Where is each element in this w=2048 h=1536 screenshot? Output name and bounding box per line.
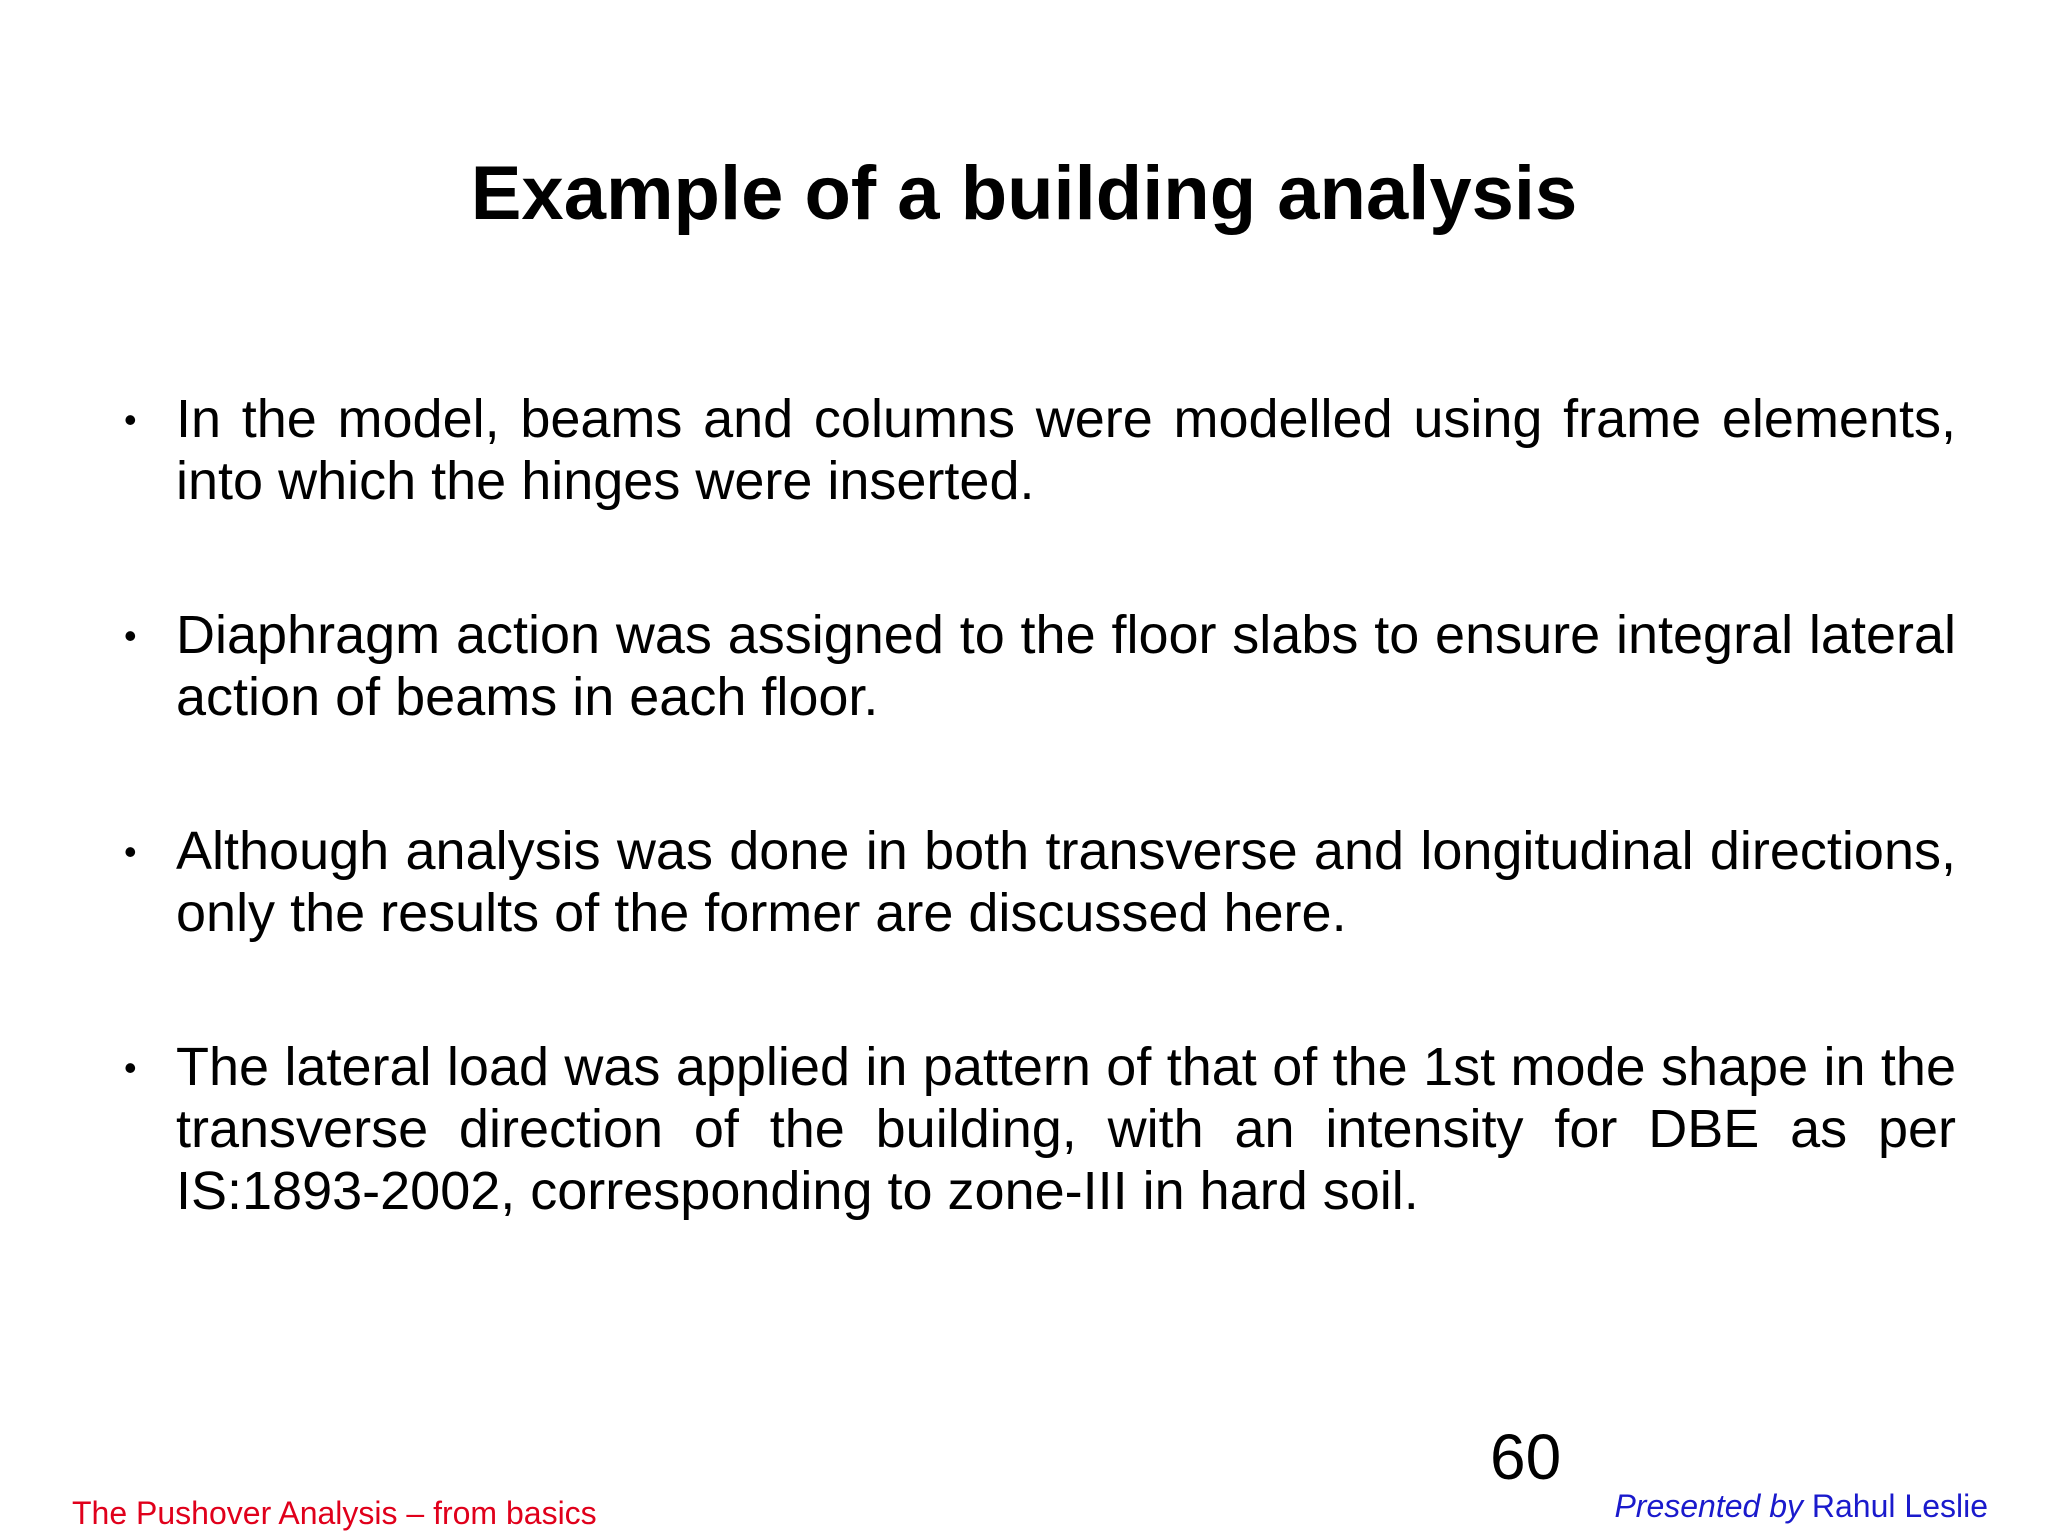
bullet-item [120, 820, 1956, 944]
presenter-name: Rahul Leslie [1811, 1488, 1988, 1524]
footer-presentation-title: The Pushover Analysis – from basics [72, 1495, 597, 1531]
bullet-icon: • [124, 399, 137, 440]
bullet-icon: • [124, 615, 137, 656]
bullet-text: The lateral load was applied in pattern of that of the 1st mode shape in the transverse direction of the building, with an intensity for DBE as per IS:1893-2002, corresponding to zone-III in hard soil. [176, 1037, 1956, 1221]
bullet-text: Although analysis was done in both transverse and longitudinal directions, only the results of the former are discussed here. [176, 821, 1956, 943]
bullet-text: In the model, beams and columns were modelled using frame elements, into which the hinges were inserted. [176, 389, 1956, 511]
slide-title: Example of a building analysis [470, 151, 1578, 236]
bullet-icon: • [124, 1047, 137, 1088]
presented-by-label: Presented by [1614, 1488, 1803, 1524]
bullet-item [120, 388, 1956, 512]
bullet-text: Diaphragm action was assigned to the floor slabs to ensure integral lateral action of beams in each floor. [176, 605, 1956, 727]
page-number: 60 [1490, 1421, 1562, 1493]
bullet-item [120, 604, 1956, 728]
bullet-item [120, 1036, 1956, 1222]
footer-presenter [1614, 1488, 1988, 1524]
bullet-icon: • [124, 831, 137, 872]
